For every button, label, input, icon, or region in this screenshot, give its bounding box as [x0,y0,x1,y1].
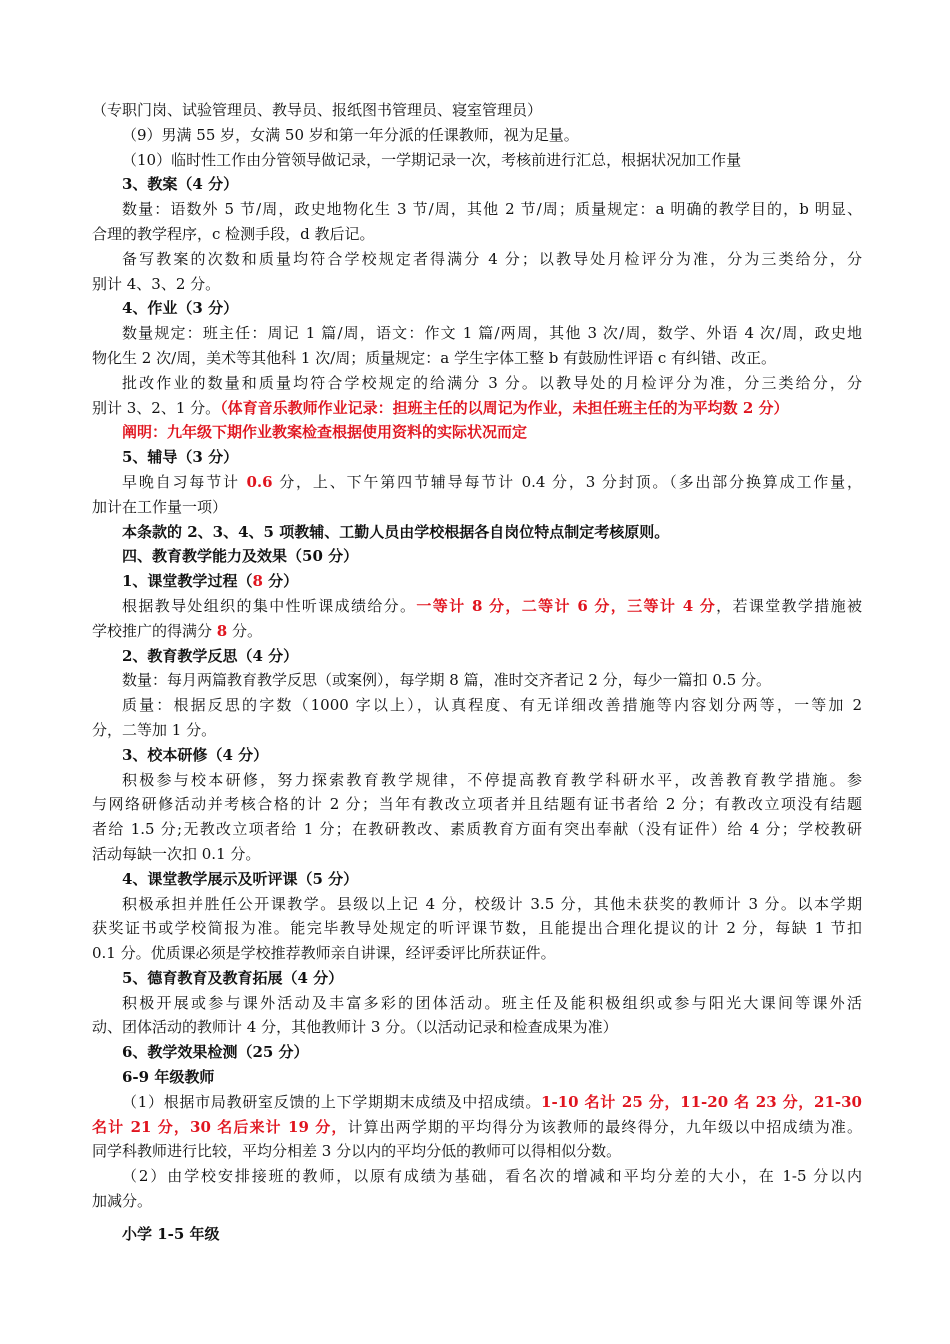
body-line [92,1164,862,1189]
text-run: 积极承担并胜任公开课教学。县级以上记 4 分，校级计 3.5 分，其他未获奖的教师计 3 分。以本学期 [122,894,862,913]
text-run: 加减分。 [92,1192,153,1211]
body-line [92,495,862,520]
text-run: 分。 [227,621,262,640]
body-line [92,1015,862,1040]
text-run: 者给 1.5 分;无教改立项者给 1 分；在教研教改、素质教育方面有突出奉献（没有证件）给 4 分；学校教研 [92,820,862,839]
text-run: 3、校本研修（4 分） [122,745,269,764]
highlight-text: 8 [216,621,228,640]
text-run: 本条款的 2、3、4、5 项教辅、工勤人员由学校根据各自岗位特点制定考核原则。 [122,522,670,541]
text-run: 分） [262,572,299,591]
highlight-text: 名计 21 分，30 名后来计 19 分， [92,1117,348,1136]
body-line [92,98,862,123]
text-run: 3、教案（4 分） [122,175,239,194]
text-run: 早晚自习每节计 [122,472,247,491]
text-run: 数量规定：班主任：周记 1 篇/周，语文：作文 1 篇/两周，其他 3 次/周，数学、外语 4 次/周，政史地 [122,324,862,343]
body-line [92,1189,862,1214]
body-line [92,768,862,793]
section-heading [92,743,862,768]
body-line [92,222,862,247]
body-line [92,371,862,396]
text-run: 批改作业的数量和质量均符合学校规定的给满分 3 分。以教导处的月检评分为准，分三类给分，分 [122,373,862,392]
text-run: 4、作业（3 分） [122,299,239,318]
body-line [92,916,862,941]
text-run: 小学 1-5 年级 [122,1224,220,1243]
text-run: 活动每缺一次扣 0.1 分。 [92,844,261,863]
text-run: 别计 3、2、1 分。 [92,398,221,417]
section-heading [92,867,862,892]
highlight-text: （体育音乐教师作业记录：担班主任的以周记为作业，未担任班主任的为平均数 2 分） [220,398,789,417]
text-run: 6、教学效果检测（25 分） [122,1043,309,1062]
highlight-text: 一等计 8 分，二等计 6 分，三等计 4 分 [416,596,717,615]
body-line [92,1090,862,1115]
section-heading [92,445,862,470]
section-heading [92,1040,862,1065]
text-run: 学校推广的得满分 [92,621,217,640]
body-line [92,197,862,222]
section-heading [92,569,862,594]
text-run: 0.1 分。优质课必须是学校推荐教师亲自讲课，经评委评比所获证件。 [92,944,556,963]
body-line [92,148,862,173]
text-run: 1、课堂教学过程（ [122,572,253,591]
text-run: 积极参与校本研修，努力探索教育教学规律，不停提高教育教学科研水平，改善教育教学措施。参 [122,770,862,789]
text-run: 四、教育教学能力及效果（50 分） [122,547,359,566]
text-run: 别计 4、3、2 分。 [92,274,221,293]
highlight-text: 1-10 名计 25 分，11-20 名 23 分，21-30 [541,1092,862,1111]
text-run: （2）由学校安排接班的教师，以原有成绩为基础，看名次的增减和平均分差的大小，在 1-5 分以内 [122,1167,862,1186]
text-run: 分，二等加 1 分。 [92,720,217,739]
section-heading [92,544,862,569]
body-line [92,470,862,495]
text-run: 质量：根据反思的字数（1000 字以上），认真程度、有无详细改善措施等内容划分两等，一等加 2 [122,696,862,715]
body-line [92,396,862,421]
body-line [92,1115,862,1140]
text-run: 与网络研修活动并考核合格的计 2 分；当年有教改立项者并且结题有证书者给 2 分；有教改立项没有结题 [92,795,862,814]
text-run: 积极开展或参与课外活动及丰富多彩的团体活动。班主任及能积极组织或参与阳光大课间等课外活 [122,993,862,1012]
text-run: 物化生 2 次/周，美术等其他科 1 次/周；质量规定：a 学生字体工整 b 有鼓励性评语 c 有纠错、改正。 [92,348,777,367]
text-run: 同学科教师进行比较，平均分相差 3 分以内的平均分低的教师可以得相似分数。 [92,1142,622,1161]
text-run: 分，上、下午第四节辅导每节计 0.4 分，3 分封顶。（多出部分换算成工作量， [272,472,862,491]
body-line [92,1139,862,1164]
highlight-text: 0.6 [246,472,273,491]
body-line [92,792,862,817]
text-run: 5、辅导（3 分） [122,448,239,467]
body-line [92,718,862,743]
text-run: （1）根据市局教研室反馈的上下学期期末成绩及中招成绩。 [122,1092,542,1111]
section-heading [92,1065,862,1090]
highlight-text: 8 [252,572,263,591]
text-run: 获奖证书或学校简报为准。能完毕教导处规定的听评课节数，且能提出合理化提议的计 2 分，每缺 1 节扣 [92,919,862,938]
section-heading [92,966,862,991]
text-run: 备写教案的次数和质量均符合学校规定者得满分 4 分；以教导处月检评分为准，分为三类给分，分 [122,249,862,268]
body-line [92,619,862,644]
text-run: 加计在工作量一项） [92,497,228,516]
section-heading [92,296,862,321]
text-run: （9）男满 55 岁，女满 50 岁和第一年分派的任课教师，视为足量。 [122,125,579,144]
body-line [92,247,862,272]
text-run: 数量：语数外 5 节/周，政史地物化生 3 节/周，其他 2 节/周；质量规定：a 明确的教学目的，b 明显、 [122,200,862,219]
section-heading [92,644,862,669]
body-line [92,991,862,1016]
body-line [92,321,862,346]
body-line [92,941,862,966]
highlight-text: 阐明：九年级下期作业教案检查根据使用资料的实际状况而定 [122,423,528,442]
text-run: 5、德育教育及教育拓展（4 分） [122,968,344,987]
section-heading [92,172,862,197]
text-run: 根据教导处组织的集中性听课成绩给分。 [122,596,417,615]
body-line [92,693,862,718]
body-line [92,420,862,445]
text-run: 4、课堂教学展示及听评课（5 分） [122,869,359,888]
text-run: （专职门岗、试验管理员、教导员、报纸图书管理员、寝室管理员） [92,101,543,119]
text-run: ，若课堂教学措施被 [716,596,862,615]
text-run: 2、教育教学反思（4 分） [122,646,299,665]
text-run: 计算出两学期的平均得分为该教师的最终得分，九年级以中招成绩为准。 [347,1117,862,1136]
text-run: 合理的教学程序，c 检测手段，d 教后记。 [92,224,375,243]
text-run: 动、团体活动的教师计 4 分，其他教师计 3 分。（以活动记录和检查成果为准） [92,1018,618,1037]
body-line [92,817,862,842]
body-line [92,892,862,917]
section-heading [92,520,862,545]
text-run: 6-9 年级教师 [122,1068,215,1087]
body-line [92,594,862,619]
body-line [92,842,862,867]
body-line [92,272,862,297]
body-line [92,668,862,693]
section-heading [92,1222,862,1247]
body-line [92,346,862,371]
body-line [92,123,862,148]
text-run: （10）临时性工作由分管领导做记录，一学期记录一次，考核前进行汇总，根据状况加工作量 [122,150,742,169]
text-run: 数量：每月两篇教育教学反思（或案例），每学期 8 篇，准时交齐者记 2 分，每少一篇扣 0.5 分。 [122,671,772,690]
